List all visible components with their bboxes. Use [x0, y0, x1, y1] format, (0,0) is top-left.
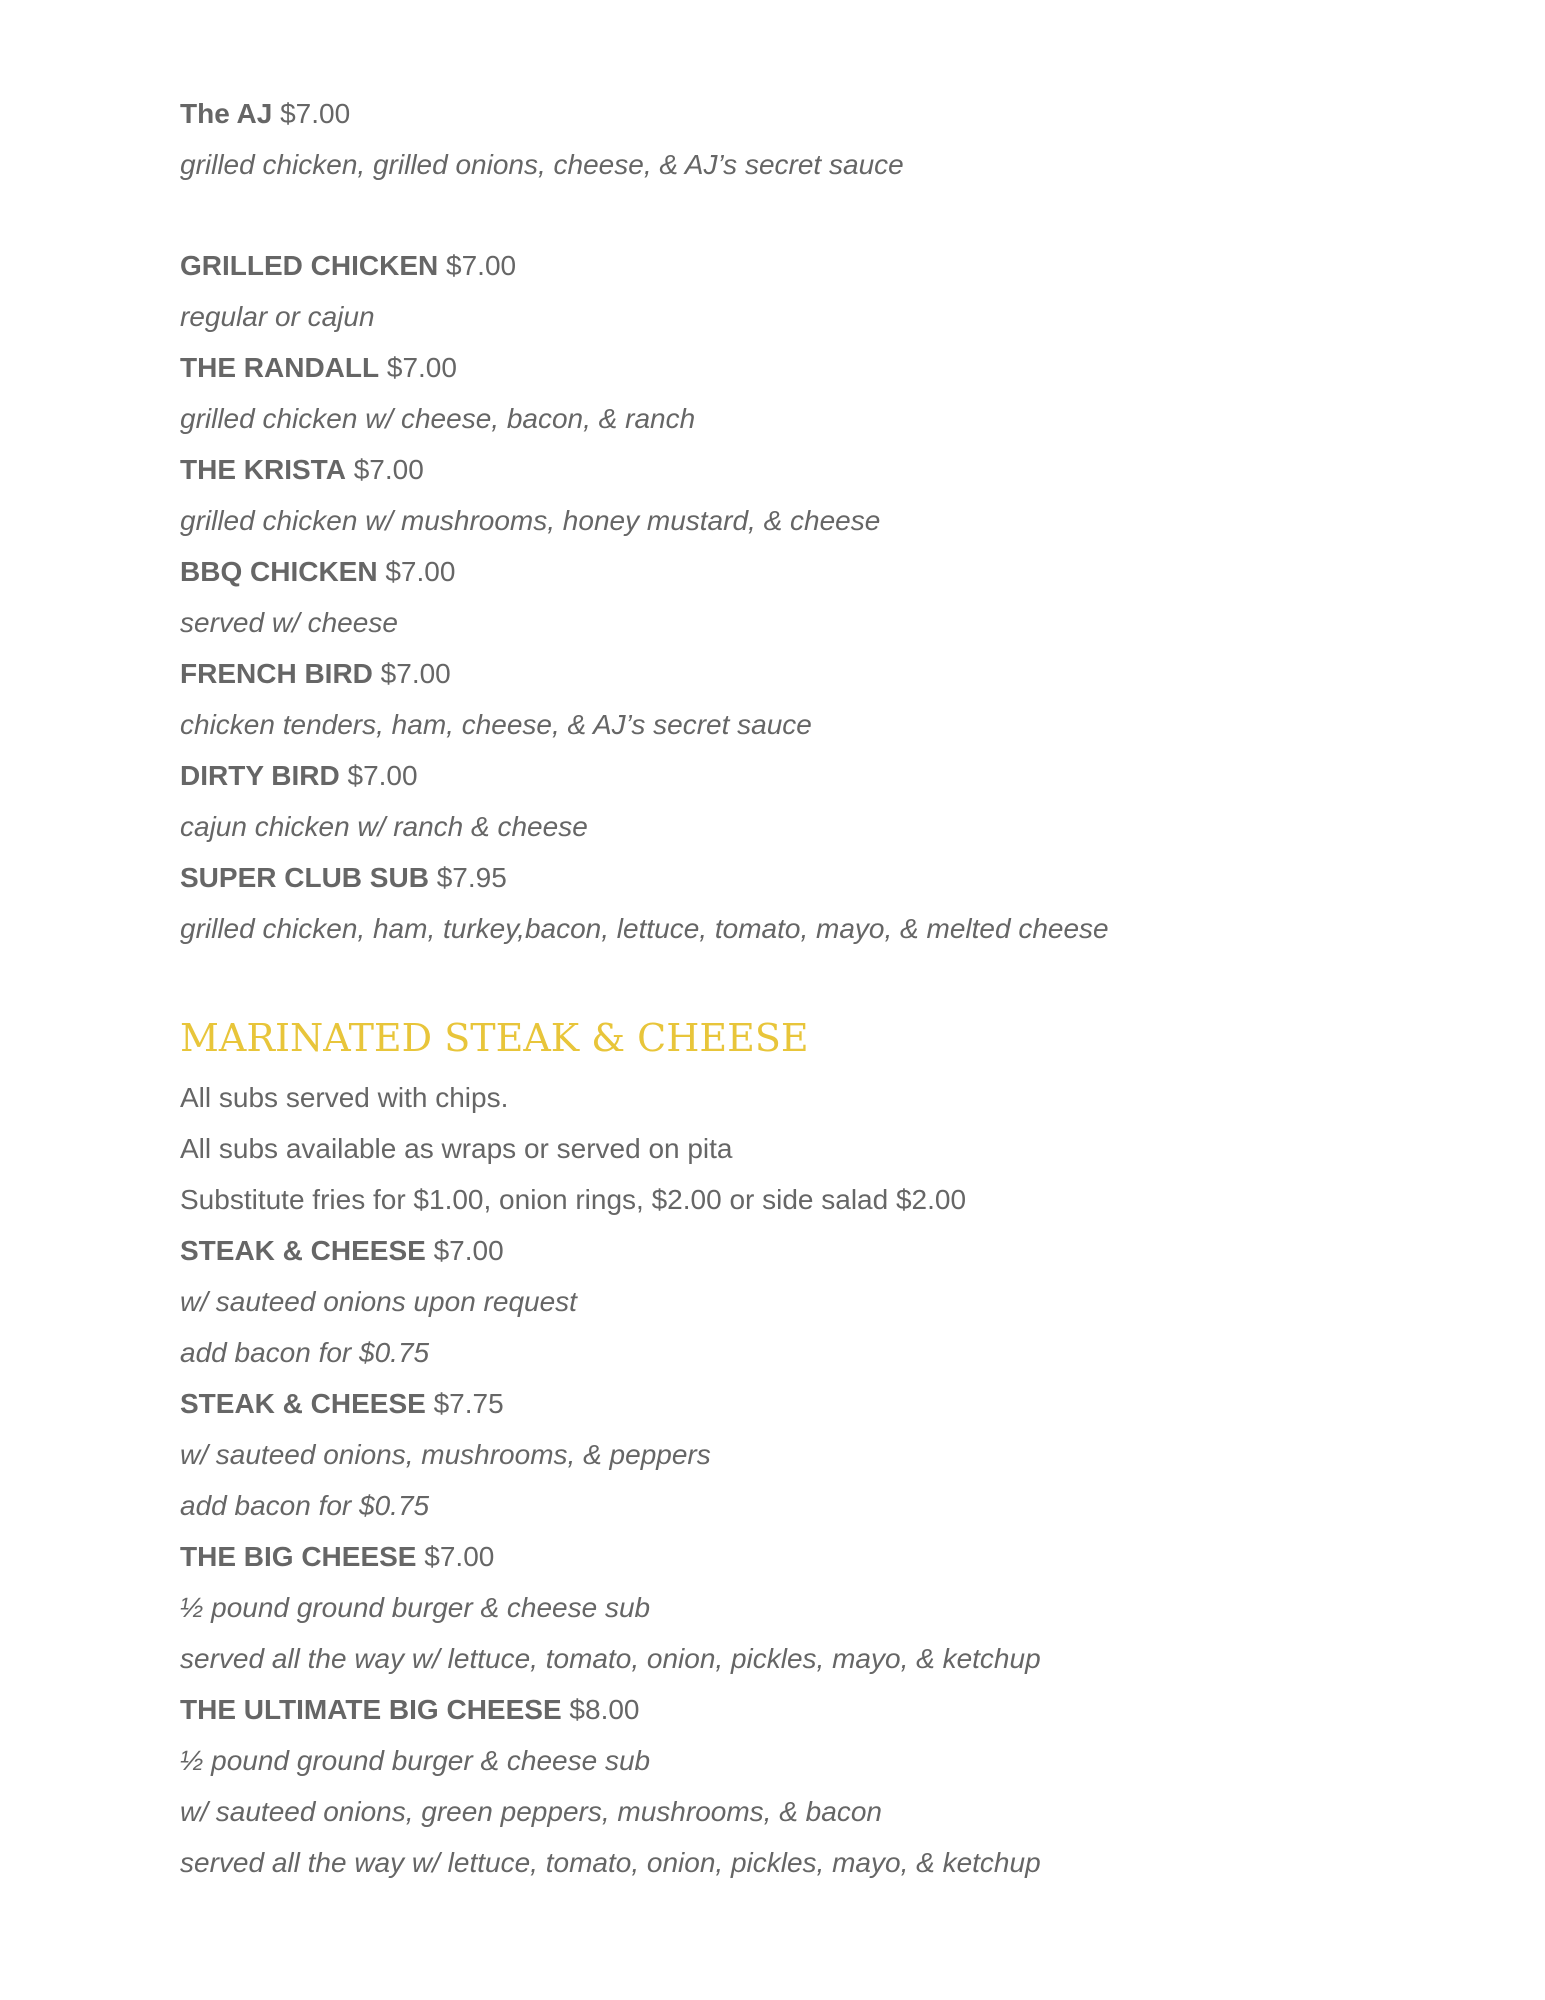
item-price: $7.00	[446, 250, 517, 281]
item-name: THE BIG CHEESE	[180, 1541, 417, 1572]
item-price: $7.00	[380, 658, 451, 689]
menu-item-title	[180, 1378, 1380, 1429]
menu-page	[180, 88, 1380, 1888]
item-description: grilled chicken w/ mushrooms, honey mustard, & cheese	[180, 505, 881, 536]
menu-item-title	[180, 88, 1380, 139]
item-price: $7.95	[436, 862, 507, 893]
menu-item-title	[180, 240, 1380, 291]
menu-item-title	[180, 1684, 1380, 1735]
item-description: served all the way w/ lettuce, tomato, onion, pickles, mayo, & ketchup	[180, 1643, 1041, 1674]
item-name: STEAK & CHEESE	[180, 1388, 426, 1419]
item-price: $7.75	[433, 1388, 504, 1419]
item-name: SUPER CLUB SUB	[180, 862, 429, 893]
item-description: grilled chicken w/ cheese, bacon, & ranch	[180, 403, 696, 434]
steak-items-list	[180, 1225, 1380, 1888]
item-price: $7.00	[386, 352, 457, 383]
item-price: $7.00	[385, 556, 456, 587]
steak-notes-list	[180, 1072, 1380, 1225]
section-gap	[180, 954, 1380, 1004]
item-name: The AJ	[180, 98, 273, 129]
item-name: DIRTY BIRD	[180, 760, 340, 791]
menu-item-title	[180, 648, 1380, 699]
section-note: Substitute fries for $1.00, onion rings, $2.00 or side salad $2.00	[180, 1184, 967, 1215]
item-description: ½ pound ground burger & cheese sub	[180, 1592, 651, 1623]
menu-item-title	[180, 852, 1380, 903]
item-description: served w/ cheese	[180, 607, 398, 638]
chicken-items-list	[180, 240, 1380, 954]
item-description: add bacon for $0.75	[180, 1490, 430, 1521]
item-description: regular or cajun	[180, 301, 375, 332]
menu-item-title	[180, 546, 1380, 597]
item-description: chicken tenders, ham, cheese, & AJ’s secret sauce	[180, 709, 812, 740]
menu-item-title	[180, 1531, 1380, 1582]
item-description: cajun chicken w/ ranch & cheese	[180, 811, 588, 842]
item-name: STEAK & CHEESE	[180, 1235, 426, 1266]
item-price: $7.00	[433, 1235, 504, 1266]
menu-item-title	[180, 342, 1380, 393]
item-description: grilled chicken, grilled onions, cheese, & AJ’s secret sauce	[180, 149, 904, 180]
section-gap	[180, 190, 1380, 240]
item-name: FRENCH BIRD	[180, 658, 373, 689]
item-description: w/ sauteed onions, green peppers, mushrooms, & bacon	[180, 1796, 882, 1827]
item-name: THE ULTIMATE BIG CHEESE	[180, 1694, 562, 1725]
item-price: $7.00	[280, 98, 351, 129]
top-items-list	[180, 88, 1380, 190]
menu-item-title	[180, 750, 1380, 801]
item-description: grilled chicken, ham, turkey,bacon, lettuce, tomato, mayo, & melted cheese	[180, 913, 1109, 944]
item-description: add bacon for $0.75	[180, 1337, 430, 1368]
item-description: ½ pound ground burger & cheese sub	[180, 1745, 651, 1776]
section-heading: MARINATED STEAK & CHEESE	[180, 1016, 809, 1060]
item-description: served all the way w/ lettuce, tomato, onion, pickles, mayo, & ketchup	[180, 1847, 1041, 1878]
item-name: THE KRISTA	[180, 454, 346, 485]
menu-item-title	[180, 1225, 1380, 1276]
item-name: GRILLED CHICKEN	[180, 250, 439, 281]
item-price: $7.00	[353, 454, 424, 485]
item-description: w/ sauteed onions, mushrooms, & peppers	[180, 1439, 711, 1470]
item-name: BBQ CHICKEN	[180, 556, 378, 587]
item-price: $8.00	[569, 1694, 640, 1725]
section-note: All subs available as wraps or served on pita	[180, 1133, 733, 1164]
menu-item-title	[180, 444, 1380, 495]
item-price: $7.00	[424, 1541, 495, 1572]
section-note: All subs served with chips.	[180, 1082, 509, 1113]
item-description: w/ sauteed onions upon request	[180, 1286, 577, 1317]
item-price: $7.00	[347, 760, 418, 791]
item-name: THE RANDALL	[180, 352, 380, 383]
